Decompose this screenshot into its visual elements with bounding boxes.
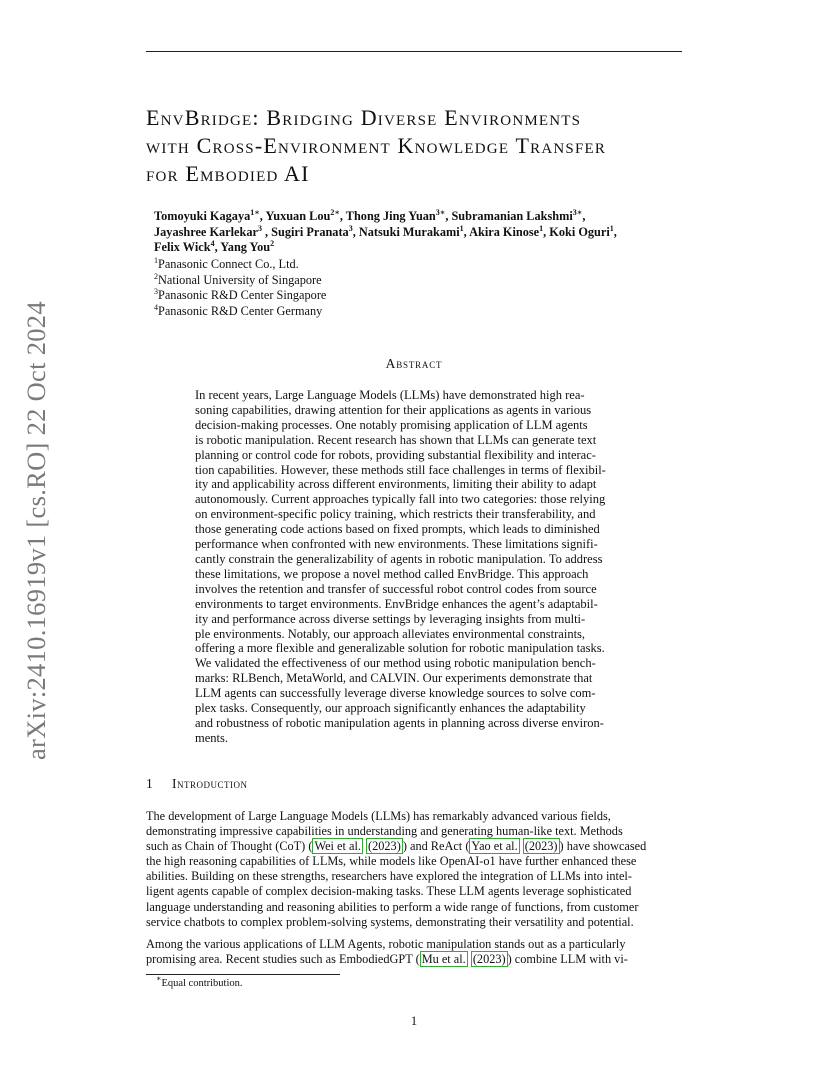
author-name: Jayashree Karlekar: [154, 224, 258, 239]
author-mark: 3∗: [435, 208, 446, 217]
title-line: with Cross-Environment Knowledge Transfer: [146, 133, 607, 158]
author-mark: 1: [459, 223, 464, 233]
affiliation-mark: 2: [154, 271, 158, 281]
abstract-line: ity and applicability across different environments, limiting their ability to adapt: [195, 477, 597, 492]
abstract-line: soning capabilities, drawing attention for their applications as agents in various: [195, 402, 592, 417]
citation-link-yao-year[interactable]: (2023): [524, 839, 558, 854]
abstract-heading: Abstract: [385, 356, 443, 371]
abstract-line: these limitations, we propose a novel method called EnvBridge. This approach: [195, 566, 589, 581]
abstract-line: LLM agents can successfully leverage diverse knowledge sources to solve com-: [195, 686, 596, 701]
author-name: , Akira Kinose: [463, 224, 540, 239]
text-line: The development of Large Language Models (LLMs) has remarkably advanced various fields,: [146, 809, 611, 823]
footnote-mark: ∗: [156, 974, 162, 983]
affiliation: [154, 304, 554, 320]
affiliation: [154, 257, 554, 273]
intro-paragraph-1: [146, 809, 686, 930]
text-line: service chatbots to complex problem-solving systems, demonstrating their versatility and potential.: [146, 914, 634, 929]
author-name: Felix Wick: [154, 240, 211, 254]
abstract-line: ity and performance across diverse settings by leveraging insights from multi-: [195, 611, 586, 626]
author-name: , Yuxuan Lou: [259, 209, 331, 223]
abstract-line: decision-making processes. One notably promising application of LLM agents: [195, 417, 588, 432]
text-line: promising area. Recent studies such as EmbodiedGPT ( Mu et al. (2023) ) combine LLM with vi-: [146, 952, 628, 967]
text-line: such as Chain of Thought (CoT) ( Wei et al. (2023) ) and ReAct ( Yao et al. (2023) ) have showcased: [146, 839, 647, 854]
abstract-body: [195, 388, 633, 746]
paper-title: [146, 104, 706, 188]
author-name: , Sugiri Pranata: [261, 224, 349, 239]
affiliation-name: National University of Singapore: [158, 272, 322, 287]
abstract-line: is robotic manipulation. Recent research has shown that LLMs can generate text: [195, 432, 597, 447]
author-sep: ,: [582, 209, 586, 223]
affiliation: [154, 273, 554, 289]
abstract-line: plex tasks. Consequently, our approach significantly enhances the adaptability: [195, 701, 586, 716]
affiliation-name: Panasonic Connect Co., Ltd.: [158, 257, 299, 271]
abstract-line: cantly constrain the generalizability of agents in robotic manipulation. To address: [195, 551, 603, 566]
citation-link-wei-author[interactable]: Wei et al.: [314, 839, 361, 854]
abstract-line: marks: RLBench, MetaWorld, and CALVIN. Our experiments demonstrate that: [195, 671, 593, 686]
abstract-line: ple environments. Notably, our approach alleviates environmental constraints,: [195, 626, 586, 641]
header-rule: [146, 51, 682, 52]
author-mark: 3∗: [572, 208, 583, 217]
author-name: , Subramanian Lakshmi: [445, 209, 573, 223]
affiliation-name: Panasonic R&D Center Germany: [158, 303, 323, 318]
affiliation: [154, 288, 554, 304]
author-line: [154, 240, 684, 256]
author-name: Tomoyuki Kagaya: [154, 209, 251, 223]
citation-link-wei-year[interactable]: (2023): [368, 839, 401, 854]
author-mark: 3: [257, 223, 262, 233]
abstract-line: We validated the effectiveness of our method using robotic manipulation bench-: [195, 656, 596, 671]
text-span: such as Chain of Thought (CoT): [146, 839, 309, 854]
text-line: demonstrating impressive capabilities in understanding and generating human-like text. Methods: [146, 824, 623, 839]
intro-paragraph-2: [146, 937, 686, 967]
page-number: 1: [410, 1014, 418, 1028]
text-span: ) and ReAct: [402, 839, 466, 854]
affiliation-list: [154, 257, 554, 319]
abstract-line: autonomously. Current approaches typically fall into two categories: those relying: [195, 492, 606, 507]
footnote-rule: [146, 974, 340, 975]
text-line: Among the various applications of LLM Agents, robotic manipulation stands out as a particularly: [146, 937, 626, 951]
author-line: [154, 209, 684, 225]
arxiv-side-stamp: arXiv:2410.16919v1 [cs.RO] 22 Oct 2024: [21, 301, 51, 760]
author-list: [154, 209, 684, 256]
abstract-line: involves the retention and transfer of successful robot control codes from source: [195, 581, 597, 596]
author-line: [154, 225, 684, 241]
author-mark: 1∗: [250, 208, 260, 217]
abstract-line: In recent years, Large Language Models (LLMs) have demonstrated high rea-: [195, 388, 585, 402]
text-span: ) have showcased: [559, 839, 647, 854]
text-span: promising area. Recent studies such as EmbodiedGPT: [146, 952, 416, 967]
author-mark: 4: [210, 239, 215, 248]
author-mark: 2∗: [330, 208, 340, 217]
author-name: , Koki Oguri: [543, 224, 610, 239]
abstract-line: ments.: [195, 730, 228, 745]
author-sep: ,: [613, 224, 617, 239]
citation-link-mu-author[interactable]: Mu et al.: [421, 952, 466, 967]
abstract-line: those generating code actions based on fixed prompts, which leads to diminished: [195, 522, 600, 537]
section-number: 1: [146, 776, 154, 791]
section-heading: [146, 776, 646, 792]
text-line: language understanding and reasoning abilities to perform a wide range of functions, from customer: [146, 899, 639, 914]
author-name: , Thong Jing Yuan: [339, 209, 436, 223]
author-name: , Natsuki Murakami: [352, 224, 460, 239]
author-name: , Yang You: [214, 240, 271, 254]
text-line: ligent agents capable of complex decision-making tasks. These LLM agents leverage sophisticated: [146, 884, 632, 899]
title-line: for Embodied AI: [146, 161, 310, 186]
footnote: [156, 974, 556, 990]
title-line: EnvBridge: Bridging Diverse Environments: [146, 105, 582, 130]
author-mark: 3: [348, 223, 353, 233]
abstract-line: tion capabilities. However, these methods still face challenges in terms of flexibil-: [195, 462, 606, 477]
abstract-line: on environment-specific policy training, which restricts their transferability, and: [195, 507, 596, 522]
abstract-line: performance when confronted with new environments. These limitations signifi-: [195, 537, 598, 552]
author-mark: 1: [539, 223, 544, 233]
affiliation-mark: 3: [154, 287, 158, 296]
author-mark: 2: [270, 239, 275, 248]
affiliation-mark: 1: [154, 256, 158, 265]
author-mark: 1: [609, 223, 614, 233]
affiliation-mark: 4: [154, 302, 158, 312]
abstract-line: planning or control code for robots, providing substantial flexibility and interac-: [195, 447, 596, 462]
affiliation-name: Panasonic R&D Center Singapore: [158, 288, 327, 302]
citation-link-mu-year[interactable]: (2023): [472, 952, 506, 967]
section-title: Introduction: [172, 776, 248, 791]
text-line: the high reasoning capabilities of LLMs, while models like OpenAI-o1 have further enhanced these: [146, 854, 637, 869]
abstract-line: offering a more flexible and generalizable solution for robotic manipulation tasks.: [195, 641, 605, 656]
abstract-line: and robustness of robotic manipulation agents in planning across diverse environ-: [195, 715, 604, 730]
text-line: abilities. Building on these strengths, researchers have explored the integration of LLMs into intel-: [146, 869, 632, 884]
text-span: ) combine LLM with vi-: [507, 952, 628, 967]
footnote-text: Equal contribution.: [161, 978, 243, 989]
citation-link-yao-author[interactable]: Yao et al.: [471, 839, 518, 854]
abstract-line: environments to target environments. EnvBridge enhances the agent’s adaptabil-: [195, 596, 598, 611]
